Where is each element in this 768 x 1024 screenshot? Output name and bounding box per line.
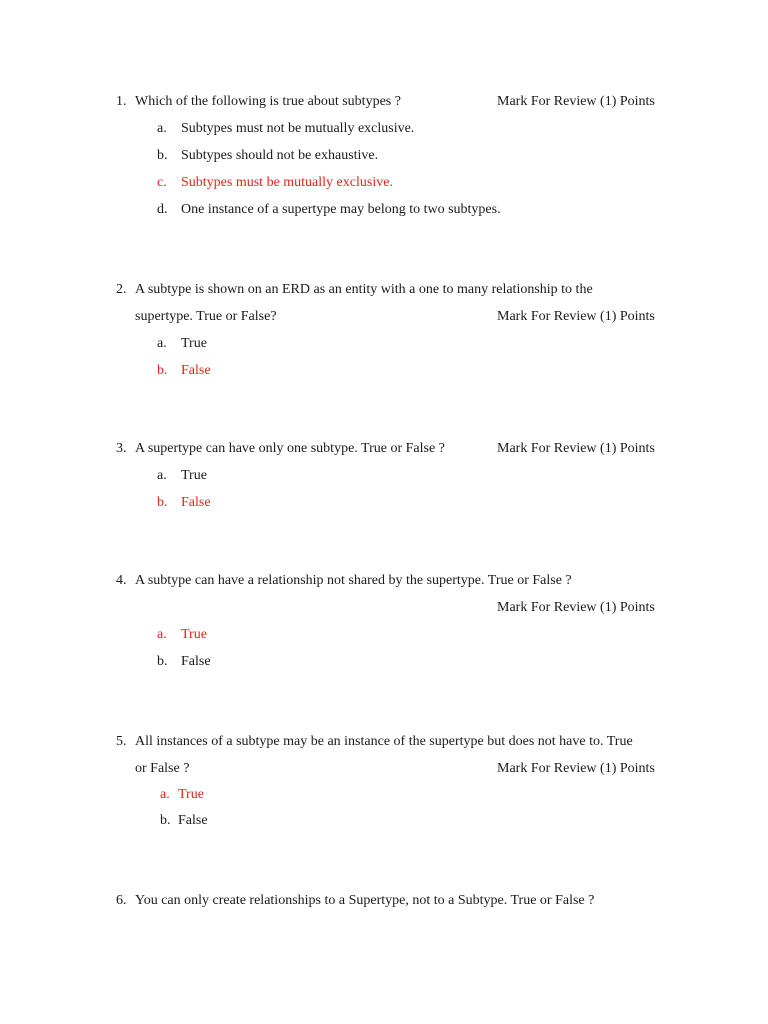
option-letter: b. [157, 495, 168, 510]
option-b [116, 648, 678, 675]
question-number: 1. [116, 94, 127, 109]
mark-for-review: Mark For Review (1) Points [497, 600, 655, 615]
question-text-line-2: supertype. True or False? [135, 309, 277, 324]
question-1 [116, 88, 678, 223]
question-text-line-2: or False ? [135, 761, 190, 776]
option-letter: c. [157, 175, 167, 190]
option-a [116, 462, 678, 489]
option-text: True [181, 468, 207, 483]
option-a-correct-answer [116, 782, 678, 808]
question-text: A subtype can have a relationship not shared by the supertype. True or False ? [135, 573, 572, 588]
question-text: You can only create relationships to a Supertype, not to a Subtype. True or False ? [135, 893, 595, 908]
question-text: A supertype can have only one subtype. True or False ? [135, 441, 445, 456]
question-text: Which of the following is true about subtypes ? [135, 94, 401, 109]
mark-for-review: Mark For Review (1) Points [497, 309, 655, 324]
option-b [116, 808, 678, 834]
option-text: True [178, 787, 204, 802]
question-4 [116, 567, 678, 675]
question-6 [116, 887, 678, 914]
option-b-correct-answer [116, 357, 678, 384]
question-number: 5. [116, 734, 127, 749]
option-a [116, 330, 678, 357]
option-text: False [181, 654, 211, 669]
option-letter: a. [157, 627, 167, 642]
option-b-correct-answer [116, 489, 678, 516]
option-a [116, 115, 678, 142]
option-letter: a. [157, 468, 167, 483]
option-letter: d. [157, 202, 168, 217]
option-letter: b. [160, 813, 171, 828]
option-text: False [181, 363, 211, 378]
question-number: 2. [116, 282, 127, 297]
question-2 [116, 276, 678, 384]
option-text: False [181, 495, 211, 510]
option-text: Subtypes must be mutually exclusive. [181, 175, 393, 190]
option-text: Subtypes must not be mutually exclusive. [181, 121, 415, 136]
option-letter: a. [157, 121, 167, 136]
option-text: One instance of a supertype may belong to two subtypes. [181, 202, 501, 217]
question-3 [116, 435, 678, 516]
option-a-correct-answer [116, 621, 678, 648]
mark-for-review: Mark For Review (1) Points [497, 761, 655, 776]
option-text: True [181, 336, 207, 351]
option-text: True [181, 627, 207, 642]
option-letter: b. [157, 363, 168, 378]
option-c-correct-answer [116, 169, 678, 196]
option-b [116, 142, 678, 169]
option-letter: b. [157, 148, 168, 163]
question-text-line-1: All instances of a subtype may be an instance of the supertype but does not have to. True [135, 734, 633, 749]
option-text: False [178, 813, 208, 828]
question-5 [116, 728, 678, 834]
question-number: 6. [116, 893, 127, 908]
option-d [116, 196, 678, 223]
option-letter: b. [157, 654, 168, 669]
option-letter: a. [160, 787, 170, 802]
question-number: 3. [116, 441, 127, 456]
option-letter: a. [157, 336, 167, 351]
question-number: 4. [116, 573, 127, 588]
mark-for-review: Mark For Review (1) Points [497, 441, 655, 456]
mark-for-review: Mark For Review (1) Points [497, 94, 655, 109]
question-text-line-1: A subtype is shown on an ERD as an entity with a one to many relationship to the [135, 282, 593, 297]
option-text: Subtypes should not be exhaustive. [181, 148, 379, 163]
